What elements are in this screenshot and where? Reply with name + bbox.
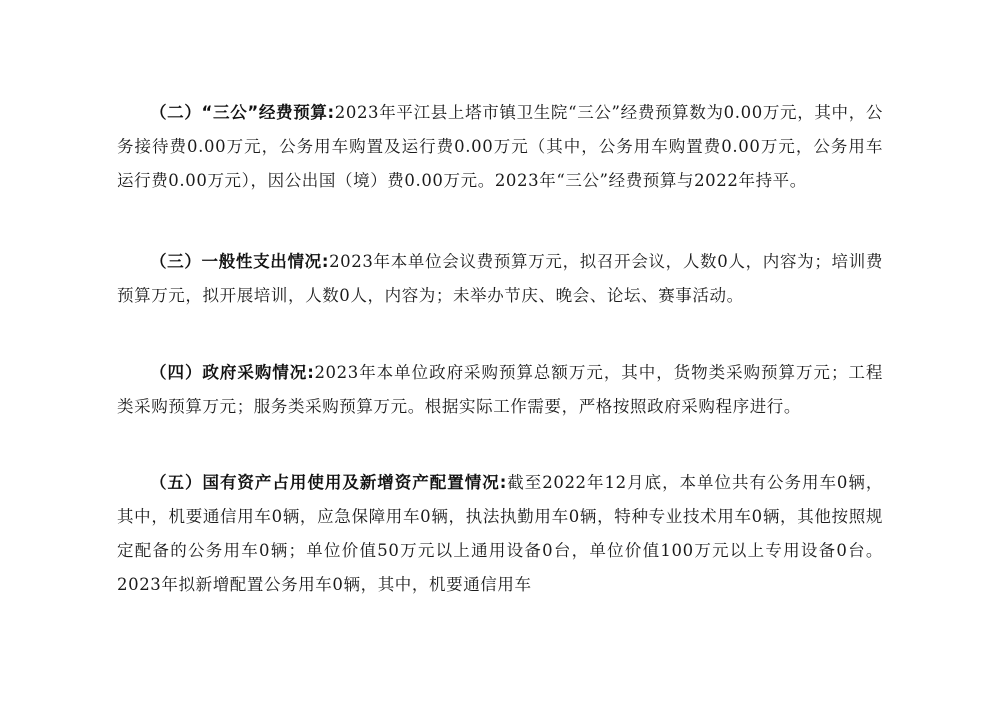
section-heading: （二）“三公”经费预算: — [150, 103, 335, 122]
section-body: 2023年平江县上塔市镇卫生院“三公”经费预算数为0.00万元，其中，公务接待费0.00万元，公务用车购置及运行费0.00万元（其中，公务用车购置费0.00万元，公务用车运行费0.00万元），因公出国（境）费0.00万元。2023年“三公”经费预算与2022年持平。 — [117, 103, 883, 190]
section-three-public-expenses — [117, 96, 883, 198]
section-body: 2023年本单位会议费预算万元，拟召开会议，人数0人，内容为；培训费预算万元，拟开展培训，人数0人，内容为；未举办节庆、晚会、论坛、赛事活动。 — [117, 252, 884, 305]
section-body: 截至2022年12月底，本单位共有公务用车0辆，其中，机要通信用车0辆，应急保障用车0辆，执法执勤用车0辆，特种专业技术用车0辆，其他按照规定配备的公务用车0辆；单位价值50万元以上通用设备0台，单位价值100万元以上专用设备0台。2023年拟新增配置公务用车0辆，其中，机要通信用车 — [117, 473, 883, 594]
section-general-expenditure — [117, 245, 883, 313]
section-heading: （三）一般性支出情况: — [150, 252, 330, 271]
section-government-procurement — [117, 356, 883, 424]
section-heading: （四）政府采购情况: — [150, 363, 315, 382]
section-state-assets — [117, 466, 883, 602]
section-heading: （五）国有资产占用使用及新增资产配置情况: — [150, 473, 507, 492]
section-body: 2023年本单位政府采购预算总额万元，其中，货物类采购预算万元；工程类采购预算万元；服务类采购预算万元。根据实际工作需要，严格按照政府采购程序进行。 — [117, 363, 883, 416]
